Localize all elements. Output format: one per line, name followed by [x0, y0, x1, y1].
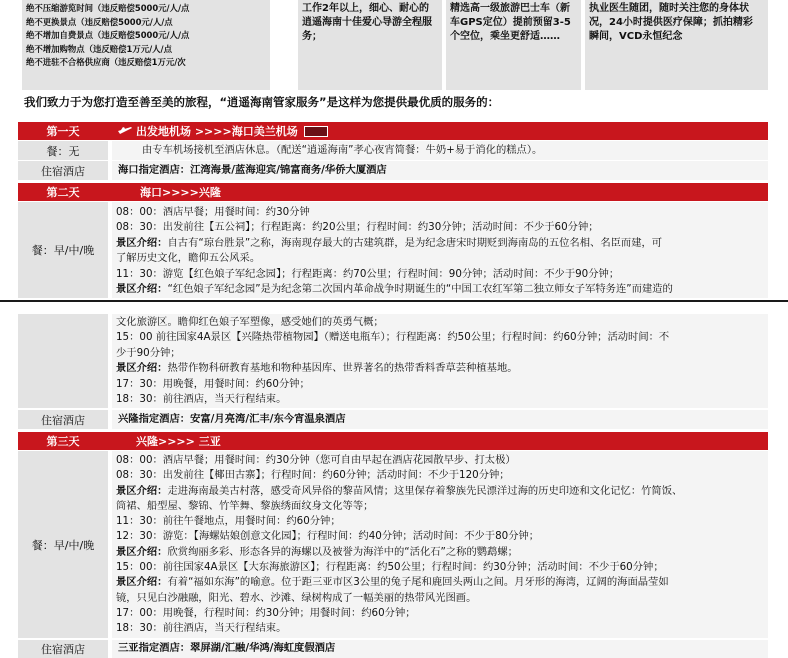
- day1-meal-text: 由专车机场接机至酒店休息。（配送“逍遥海南”孝心夜宵简餐：牛奶+易于消化的糕点）。: [112, 141, 768, 160]
- plane-icon: [118, 125, 132, 138]
- guide-box: [298, 0, 442, 90]
- day2-schedule-b: [112, 314, 768, 408]
- schedule-text: 12：30：游览：【海螺姑娘创意文化园】；行程时间：约40分钟；活动时间：不少于80分钟；: [116, 530, 540, 543]
- schedule-line: [116, 484, 768, 499]
- schedule-text: 自古有“琼台胜景”之称，海南现存最大的古建筑群，是为纪念唐宋时期贬到海南岛的五位名相、名臣而建，可: [167, 236, 663, 249]
- penalty-box: [22, 0, 270, 90]
- schedule-line: [116, 361, 768, 376]
- schedule-text: 15：00：前往国家4A景区【大东海旅游区】；行程距离：约50公里；行程时间：约30分钟；活动时间：不少于60分钟；: [116, 561, 664, 574]
- penalty-line: 绝不增加购物点（违反赔偿1万元/人/点: [26, 43, 172, 54]
- schedule-text: 走进海南最美古村落，感受奇风异俗的黎苗风情；这里保存着黎族先民漂洋过海的历史印迹和文化记忆：竹简饭、: [167, 484, 683, 497]
- schedule-line: [116, 560, 768, 575]
- doctor-text: 执业医生随团，随时关注您的身体状况，24小时提供医疗保障；抓拍精彩瞬间，VCD永恒纪念: [589, 3, 753, 42]
- schedule-line: [116, 251, 768, 266]
- day3-label: 第三天: [46, 435, 80, 448]
- schedule-line: [116, 621, 768, 636]
- day3-header-bar: [18, 432, 768, 450]
- schedule-line: [116, 606, 768, 621]
- day3-schedule: [112, 451, 768, 638]
- day3-route-cell: [132, 432, 252, 450]
- schedule-text: 18：30：前往酒店，当天行程结束。: [116, 622, 287, 635]
- day1-label: 第一天: [46, 125, 80, 138]
- penalty-line: 绝不更换景点（违反赔偿5000元/人/点: [26, 16, 173, 27]
- day2-meal-label-cont: [18, 314, 108, 408]
- day2-hotel-label: 住宿酒店: [18, 410, 108, 429]
- schedule-text: 08：30：出发前往【五公祠】；行程距离：约20公里；行程时间：约30分钟；活动时间：不少于60分钟；: [116, 221, 599, 234]
- penalty-line: 绝不增加自费景点（违反赔偿5000元/人/点: [26, 30, 190, 40]
- schedule-text: “红色娘子军纪念园”是为纪念第二次国内革命战争时期诞生的“中国工农红军第二独立师女子军特务连”而建造的: [167, 283, 673, 296]
- intro-text: 我们致力于为您打造至善至美的旅程，“逍遥海南管家服务”是这样为您提供最优质的服务的：: [24, 95, 500, 109]
- schedule-text: 热带作物科研教育基地和物种基因库、世界著名的热带香料香草芸种植基地。: [167, 362, 518, 375]
- schedule-text: 少于90分钟；: [116, 346, 181, 359]
- day1-hotel-label: 住宿酒店: [18, 161, 108, 180]
- logo-chip: [304, 126, 328, 137]
- schedule-line: [116, 377, 768, 392]
- day2-meal-label: 餐：早/中/晚: [18, 202, 108, 298]
- day1-route-cell: [112, 122, 412, 140]
- day1-hotel-text: 海口指定酒店：江湾海景/蓝海迎宾/锦富商务/华侨大厦酒店: [112, 161, 768, 180]
- scenic-intro-label: 景区介绍：: [116, 484, 168, 497]
- schedule-line: [116, 236, 768, 251]
- day1-route: 出发地机场 >>>>海口美兰机场: [136, 125, 298, 138]
- day2-hotel-text: 兴隆指定酒店：安富/月亮湾/汇丰/东今宵温泉酒店: [112, 410, 768, 429]
- day2-route-cell: [136, 183, 256, 201]
- scenic-intro-label: 景区介绍：: [116, 362, 168, 375]
- day2-header-bar: [18, 183, 768, 201]
- schedule-line: [116, 282, 768, 297]
- schedule-text: 08：00：酒店早餐；用餐时间：约30分钟: [116, 206, 310, 218]
- schedule-text: 08：30：出发前往【椰田古寨】；行程时间：约60分钟；活动时间：不少于120分钟；: [116, 469, 510, 482]
- scenic-intro-label: 景区介绍：: [116, 283, 168, 296]
- schedule-text: 欣赏绚丽多彩、形态各异的海螺以及被誉为海洋中的“活化石”之称的鹦鹉螺；: [167, 545, 518, 558]
- schedule-text: 文化旅游区。瞻仰红色娘子军塑像，感受她们的英勇气概；: [116, 316, 384, 328]
- schedule-line: [116, 267, 768, 282]
- doctor-box: [585, 0, 768, 90]
- scenic-intro-label: 景区介绍：: [116, 576, 168, 589]
- schedule-text: 有着“福如东海”的喻意。位于距三亚市区3公里的兔子尾和鹿回头两山之间。月牙形的海湾，辽阔的海面晶莹如: [167, 576, 669, 589]
- schedule-text: 15：00 前往国家4A景区【兴隆热带植物园】（赠送电瓶车）；行程距离：约50公里；行程时间：约60分钟；活动时间：不: [116, 331, 670, 344]
- day2-schedule-a: [112, 202, 768, 298]
- day2-route: 海口>>>>兴隆: [136, 184, 225, 200]
- schedule-line: [116, 468, 768, 483]
- day3-hotel-label: 住宿酒店: [18, 640, 108, 658]
- scenic-intro-label: 景区介绍：: [116, 236, 168, 249]
- schedule-line: [116, 315, 768, 330]
- day3-hotel-text: 三亚指定酒店：翠屏湖/汇融/华鸿/海虹度假酒店: [112, 640, 768, 658]
- schedule-line: [116, 330, 768, 345]
- schedule-line: [116, 545, 768, 560]
- schedule-text: 镜，只见白沙融融，阳光、碧水、沙滩、绿树构成了一幅美丽的热带风光图画。: [116, 591, 477, 604]
- schedule-line: [116, 220, 768, 235]
- bus-box: [446, 0, 581, 90]
- day3-route: 兴隆>>>> 三亚: [132, 433, 225, 449]
- schedule-line: [116, 205, 768, 220]
- day1-meal-label: 餐：无: [18, 141, 108, 160]
- day3-meal-label: 餐：早/中/晚: [18, 451, 108, 638]
- schedule-line: [116, 499, 768, 514]
- schedule-text: 17：30：用晚餐，用餐时间：约60分钟；: [116, 377, 310, 390]
- bus-text: 精选高一级旅游巴士车（新车GPS定位）提前预留3-5个空位，乘坐更舒适……: [450, 3, 571, 42]
- schedule-line: [116, 591, 768, 606]
- schedule-text: 11：30：游览【红色娘子军纪念园】；行程距离：约70公里；行程时间：90分钟；活动时间：不少于90分钟；: [116, 267, 620, 280]
- schedule-line: [116, 453, 768, 468]
- schedule-text: 08：00：酒店早餐；用餐时间：约30分钟（您可自由早起在酒店花园散早步、打太极）: [116, 454, 516, 466]
- page-gap: [0, 302, 788, 314]
- schedule-text: 筒裙、船型屋、黎锦、竹竿舞、黎族绣面纹身文化等等；: [116, 499, 374, 512]
- schedule-text: 了解历史文化，瞻仰五公风采。: [116, 252, 261, 265]
- schedule-line: [116, 392, 768, 407]
- schedule-line: [116, 346, 768, 361]
- penalty-line: 绝不压缩游览时间（违反赔偿5000元/人/点: [26, 3, 190, 13]
- scenic-intro-label: 景区介绍：: [116, 545, 168, 558]
- schedule-text: 18：30：前往酒店，当天行程结束。: [116, 393, 287, 406]
- schedule-text: 17：00：用晚餐，行程时间：约30分钟；用餐时间：约60分钟；: [116, 606, 416, 619]
- penalty-line: 绝不进驻不合格供应商（违反赔偿1万元/次: [26, 57, 186, 67]
- schedule-text: 11：30：前往午餐地点，用餐时间：约60分钟；: [116, 515, 341, 528]
- guide-text: 工作2年以上，细心、耐心的逍遥海南十佳爱心导游全程服务；: [302, 3, 432, 42]
- schedule-line: [116, 575, 768, 590]
- schedule-line: [116, 514, 768, 529]
- schedule-line: [116, 529, 768, 544]
- day2-label: 第二天: [46, 186, 80, 199]
